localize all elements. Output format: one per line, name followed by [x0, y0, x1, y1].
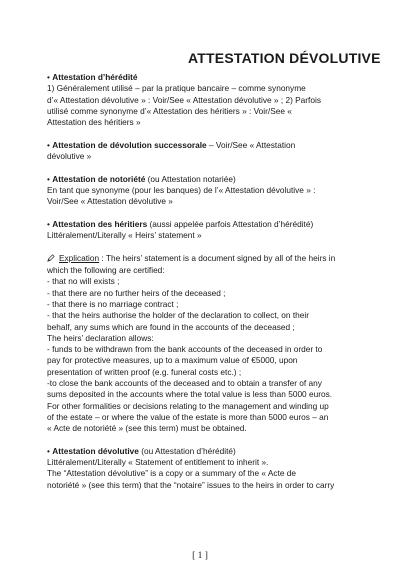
entry-line: The “Attestation dévolutive” is a copy or a summary of the « Acte de [47, 468, 297, 479]
entry-line: utilisé comme synonyme d’« Attestation des héritiers » : Voir/See « [47, 105, 292, 116]
entry-line: dévolutive » [47, 151, 92, 162]
explication-line: sums deposited in the accounts where the total value is less than 5000 euros. [47, 389, 333, 400]
entry-term: Attestation des héritiers [52, 218, 148, 229]
bullet: • [47, 173, 50, 184]
entry-line: Voir/See « Attestation dévolutive » [47, 196, 173, 207]
pencil-icon [47, 254, 57, 265]
glossary-entry [47, 72, 367, 128]
entry-line: 1) Généralement utilisé – par la pratique bancaire – comme synonyme [47, 83, 306, 94]
explication-line: The heirs’ declaration allows: [47, 332, 154, 343]
entry-line: En tant que synonyme (pour les banques) de l’« Attestation dévolutive » : [47, 184, 316, 195]
glossary-entry [47, 446, 367, 491]
entry-line: Littéralement/Literally « Heirs’ statement » [47, 230, 202, 241]
explication-line: presentation of written proof (e.g. funeral costs etc.) ; [47, 366, 242, 377]
explication-line: « Acte de notoriété » (see this term) must be obtained. [47, 423, 247, 434]
explication-line: - that the heirs authorise the holder of the declaration to collect, on their [47, 310, 309, 321]
explication-line: pay for protective measures, up to a maximum value of €5000, upon [47, 355, 298, 366]
document-title: ATTESTATION DÉVOLUTIVE [188, 50, 381, 66]
entry-line: notoriété » (see this term) that the “notaire” issues to the heirs in order to carry [47, 479, 335, 490]
glossary-entry [47, 219, 367, 242]
entry-line: Littéralement/Literally « Statement of entitlement to inherit ». [47, 457, 269, 468]
explication-label: Explication [59, 252, 100, 263]
entry-term-suffix: (aussi appelée parfois Attestation d’hérédité) [147, 218, 314, 229]
entry-line: d’« Attestation dévolutive » : Voir/See « Attestation dévolutive » ; 2) Parfois [47, 94, 321, 105]
explication-line: -to close the bank accounts of the deceased and to obtain a transfer of any [47, 378, 322, 389]
explication-line: which the following are certified: [47, 265, 165, 276]
explication-line: - that no will exists ; [47, 276, 120, 287]
bullet: • [47, 72, 50, 82]
entry-term: Attestation de notoriété [52, 173, 146, 184]
entry-term: Attestation d’hérédité [52, 72, 138, 82]
page-number: [ 1 ] [192, 551, 208, 561]
entry-term: Attestation dévolutive [52, 445, 139, 456]
document-body [47, 72, 367, 502]
explication-line: behalf, any sums which are found in the accounts of the deceased ; [47, 321, 295, 332]
explication-line: - funds to be withdrawn from the bank accounts of the deceased in order to [47, 344, 323, 355]
entry-line: Attestation des héritiers » [47, 117, 141, 128]
explication-line: - that there are no further heirs of the deceased ; [47, 287, 226, 298]
explication-block [47, 253, 367, 435]
entry-term-suffix: (ou Attestation d’hérédité) [138, 445, 236, 456]
entry-term-suffix: – Voir/See « Attestation [206, 139, 296, 150]
entry-term-suffix: (ou Attestation notariée) [145, 173, 236, 184]
entry-term: Attestation de dévolution successorale [52, 139, 207, 150]
glossary-entry [47, 174, 367, 208]
glossary-entry [47, 140, 367, 163]
bullet: • [47, 139, 50, 150]
explication-line: - that there is no marriage contract ; [47, 298, 179, 309]
explication-line: of the estate – or where the value of the estate is more than 5000 euros – an [47, 411, 329, 422]
bullet: • [47, 445, 50, 456]
explication-line: For other formalities or decisions relating to the management and winding up [47, 400, 329, 411]
bullet: • [47, 218, 50, 229]
explication-first-line: : The heirs’ statement is a document signed by all of the heirs in [99, 252, 336, 263]
